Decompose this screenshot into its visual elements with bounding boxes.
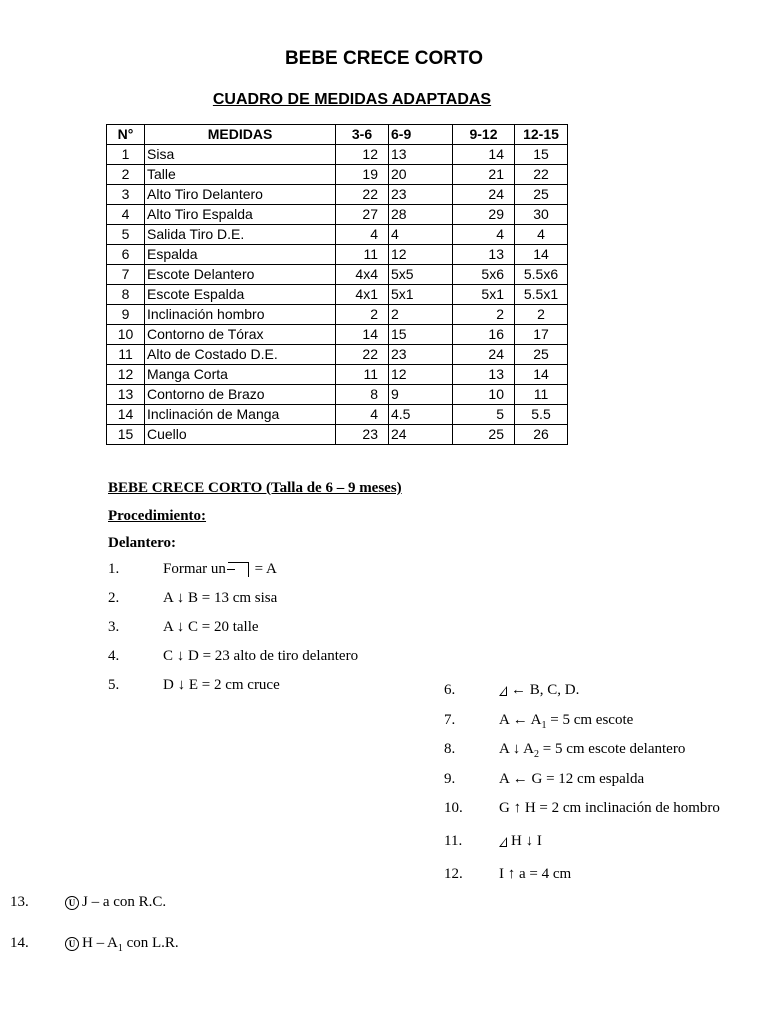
step-13 <box>10 894 167 911</box>
table-cell-b: 15 <box>389 325 453 345</box>
table-cell-a: 14 <box>336 325 389 345</box>
table-header-row <box>107 125 568 145</box>
table-cell-d: 26 <box>515 425 568 445</box>
table-cell-b: 4.5 <box>389 405 453 425</box>
table-cell-m: Inclinación de Manga <box>145 405 336 425</box>
step-number: 3. <box>108 619 120 635</box>
table-cell-n: 4 <box>107 205 145 225</box>
subscript: 1 <box>117 943 123 954</box>
table-cell-c: 5x6 <box>453 265 515 285</box>
table-cell-m: Alto Tiro Delantero <box>145 185 336 205</box>
step-text: D ↓ E = 2 cm cruce <box>163 677 280 693</box>
header-size-3-6: 3-6 <box>336 125 389 145</box>
table-cell-m: Escote Delantero <box>145 265 336 285</box>
table-cell-d: 25 <box>515 345 568 365</box>
table-row <box>107 345 568 365</box>
table-cell-m: Salida Tiro D.E. <box>145 225 336 245</box>
table-row <box>107 365 568 385</box>
table-cell-d: 22 <box>515 165 568 185</box>
header-size-12-15: 12-15 <box>515 125 568 145</box>
table-cell-m: Inclinación hombro <box>145 305 336 325</box>
table-cell-b: 20 <box>389 165 453 185</box>
measurements-table <box>106 124 568 445</box>
step-6 <box>444 682 580 699</box>
table-cell-c: 4 <box>453 225 515 245</box>
step-number: 1. <box>108 561 120 577</box>
table-cell-a: 19 <box>336 165 389 185</box>
step-text: = 5 cm escote delantero <box>539 741 686 757</box>
table-row <box>107 165 568 185</box>
step-number: 8. <box>444 741 456 757</box>
step-4 <box>108 648 359 665</box>
step-8 <box>444 741 686 760</box>
table-cell-m: Sisa <box>145 145 336 165</box>
step-text: Formar un <box>163 561 226 577</box>
table-cell-a: 11 <box>336 245 389 265</box>
step-number: 4. <box>108 648 120 664</box>
step-text: A ↓ A <box>499 741 535 757</box>
step-text: con L.R. <box>122 935 179 951</box>
table-cell-c: 25 <box>453 425 515 445</box>
header-size-6-9: 6-9 <box>389 125 453 145</box>
table-cell-c: 5x1 <box>453 285 515 305</box>
table-cell-d: 5.5 <box>515 405 568 425</box>
table-row <box>107 405 568 425</box>
table-cell-d: 25 <box>515 185 568 205</box>
table-cell-n: 3 <box>107 185 145 205</box>
step-number: 12. <box>444 866 463 882</box>
table-cell-c: 24 <box>453 345 515 365</box>
step-text: A ← A <box>499 712 542 728</box>
circled-u-icon: U <box>65 896 79 910</box>
step-number: 7. <box>444 712 456 728</box>
table-row <box>107 245 568 265</box>
table-cell-m: Cuello <box>145 425 336 445</box>
table-cell-a: 4 <box>336 405 389 425</box>
table-cell-m: Escote Espalda <box>145 285 336 305</box>
table-cell-d: 30 <box>515 205 568 225</box>
table-title: CUADRO DE MEDIDAS ADAPTADAS <box>212 91 492 108</box>
table-cell-b: 9 <box>389 385 453 405</box>
table-row <box>107 225 568 245</box>
table-cell-d: 14 <box>515 365 568 385</box>
table-cell-b: 28 <box>389 205 453 225</box>
table-cell-a: 2 <box>336 305 389 325</box>
section-title: BEBE CRECE CORTO (Talla de 6 – 9 meses) <box>108 480 402 496</box>
step-text: A ↓ C = 20 talle <box>163 619 259 635</box>
table-cell-a: 22 <box>336 185 389 205</box>
table-row <box>107 305 568 325</box>
table-cell-n: 10 <box>107 325 145 345</box>
table-row <box>107 385 568 405</box>
table-cell-b: 24 <box>389 425 453 445</box>
step-10 <box>444 800 720 817</box>
step-7 <box>444 712 634 731</box>
subscript: 1 <box>541 720 547 731</box>
step-14 <box>10 935 179 954</box>
table-cell-b: 12 <box>389 365 453 385</box>
table-cell-b: 13 <box>389 145 453 165</box>
step-text: C ↓ D = 23 alto de tiro delantero <box>163 648 359 664</box>
step-number: 11. <box>444 833 463 849</box>
table-cell-b: 4 <box>389 225 453 245</box>
table-cell-d: 5.5x6 <box>515 265 568 285</box>
table-cell-c: 21 <box>453 165 515 185</box>
table-row <box>107 285 568 305</box>
table-cell-n: 9 <box>107 305 145 325</box>
step-2 <box>108 590 278 607</box>
step-number: 6. <box>444 682 456 698</box>
table-cell-b: 5x5 <box>389 265 453 285</box>
table-cell-c: 2 <box>453 305 515 325</box>
table-cell-c: 16 <box>453 325 515 345</box>
step-9 <box>444 771 645 788</box>
step-text: I ↑ a = 4 cm <box>499 866 572 882</box>
table-cell-c: 29 <box>453 205 515 225</box>
table-cell-a: 23 <box>336 425 389 445</box>
table-cell-a: 12 <box>336 145 389 165</box>
table-row <box>107 325 568 345</box>
header-number: N° <box>107 125 145 145</box>
right-triangle-icon <box>499 686 507 696</box>
step-5 <box>108 677 280 694</box>
table-cell-b: 5x1 <box>389 285 453 305</box>
table-cell-n: 12 <box>107 365 145 385</box>
table-row <box>107 205 568 225</box>
table-cell-n: 5 <box>107 225 145 245</box>
procedure-label: Procedimiento: <box>108 508 207 524</box>
table-cell-c: 13 <box>453 365 515 385</box>
table-cell-n: 11 <box>107 345 145 365</box>
table-cell-a: 27 <box>336 205 389 225</box>
table-cell-m: Contorno de Tórax <box>145 325 336 345</box>
step-text: ← B, C, D. <box>511 682 580 698</box>
square-corner-icon <box>228 562 249 577</box>
step-text: H ↓ I <box>511 833 542 849</box>
table-cell-d: 2 <box>515 305 568 325</box>
step-number: 2. <box>108 590 120 606</box>
table-cell-c: 14 <box>453 145 515 165</box>
table-cell-n: 2 <box>107 165 145 185</box>
table-cell-d: 5.5x1 <box>515 285 568 305</box>
table-cell-d: 14 <box>515 245 568 265</box>
table-cell-m: Manga Corta <box>145 365 336 385</box>
table-cell-a: 4x4 <box>336 265 389 285</box>
table-row <box>107 265 568 285</box>
circled-u-icon: U <box>65 937 79 951</box>
table-cell-a: 8 <box>336 385 389 405</box>
table-cell-a: 22 <box>336 345 389 365</box>
header-size-9-12: 9-12 <box>453 125 515 145</box>
front-label: Delantero: <box>108 535 177 551</box>
table-cell-m: Alto de Costado D.E. <box>145 345 336 365</box>
step-number: 10. <box>444 800 463 816</box>
table-cell-a: 4 <box>336 225 389 245</box>
step-12 <box>444 866 572 883</box>
table-cell-b: 23 <box>389 345 453 365</box>
table-cell-b: 2 <box>389 305 453 325</box>
header-measures: MEDIDAS <box>145 125 336 145</box>
table-cell-c: 13 <box>453 245 515 265</box>
step-11 <box>444 833 542 850</box>
step-text: G ↑ H = 2 cm inclinación de hombro <box>499 800 720 816</box>
step-1 <box>108 561 277 578</box>
table-cell-a: 4x1 <box>336 285 389 305</box>
table-row <box>107 425 568 445</box>
table-cell-n: 1 <box>107 145 145 165</box>
table-row <box>107 145 568 165</box>
table-row <box>107 185 568 205</box>
step-text: A ↓ B = 13 cm sisa <box>163 590 278 606</box>
step-text: A ← G = 12 cm espalda <box>499 771 645 787</box>
table-cell-b: 12 <box>389 245 453 265</box>
step-number: 13. <box>10 894 29 910</box>
table-cell-n: 15 <box>107 425 145 445</box>
table-cell-n: 6 <box>107 245 145 265</box>
step-3 <box>108 619 259 636</box>
table-cell-d: 11 <box>515 385 568 405</box>
right-triangle-icon <box>499 837 507 847</box>
step-text: = 5 cm escote <box>546 712 634 728</box>
step-number: 9. <box>444 771 456 787</box>
table-cell-d: 4 <box>515 225 568 245</box>
table-cell-m: Contorno de Brazo <box>145 385 336 405</box>
table-cell-m: Talle <box>145 165 336 185</box>
table-cell-m: Alto Tiro Espalda <box>145 205 336 225</box>
table-cell-c: 24 <box>453 185 515 205</box>
table-cell-n: 14 <box>107 405 145 425</box>
step-number: 5. <box>108 677 120 693</box>
step-text: J – a con R.C. <box>82 894 167 910</box>
step-text: = A <box>254 561 277 577</box>
step-text: H – A <box>82 935 118 951</box>
step-number: 14. <box>10 935 29 951</box>
table-cell-b: 23 <box>389 185 453 205</box>
table-cell-n: 13 <box>107 385 145 405</box>
table-cell-a: 11 <box>336 365 389 385</box>
table-cell-d: 15 <box>515 145 568 165</box>
subscript: 2 <box>534 749 540 760</box>
table-cell-c: 10 <box>453 385 515 405</box>
table-cell-d: 17 <box>515 325 568 345</box>
table-cell-n: 8 <box>107 285 145 305</box>
table-cell-m: Espalda <box>145 245 336 265</box>
table-cell-n: 7 <box>107 265 145 285</box>
document-title: BEBE CRECE CORTO <box>284 48 484 69</box>
table-cell-c: 5 <box>453 405 515 425</box>
